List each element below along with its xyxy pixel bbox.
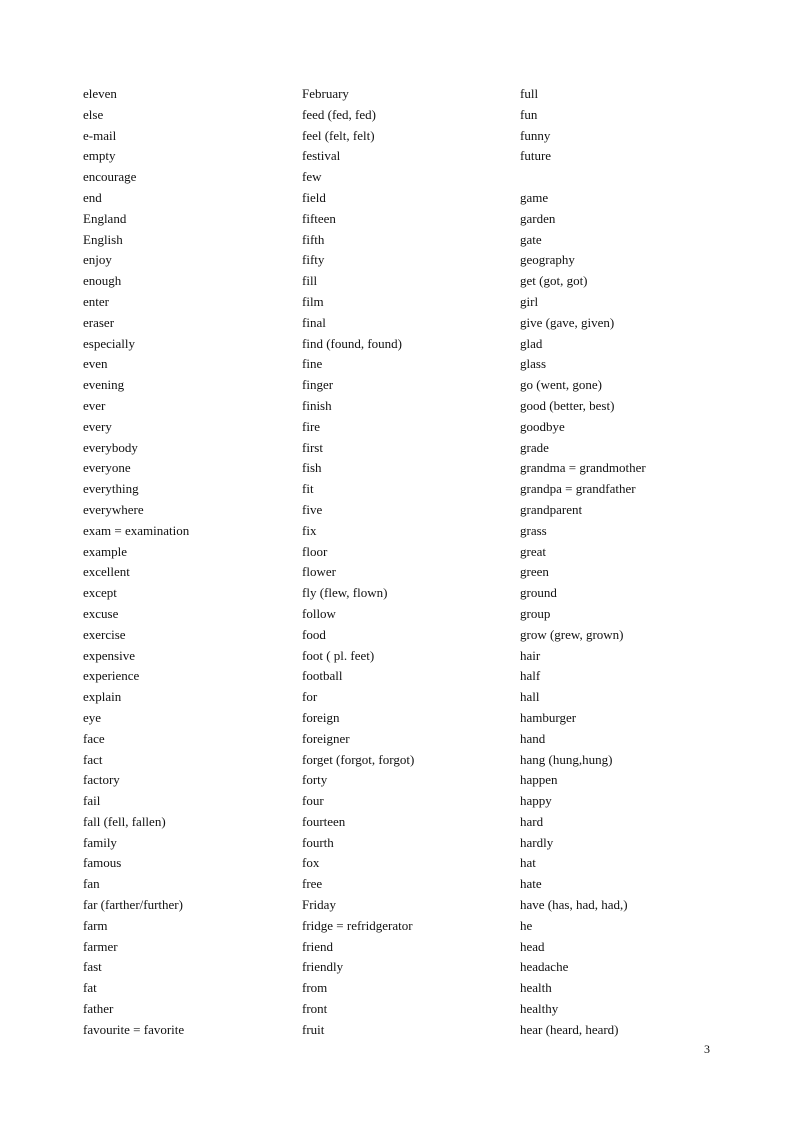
word-entry: hall bbox=[520, 689, 540, 705]
word-column-3 bbox=[520, 84, 646, 1041]
word-entry: father bbox=[83, 1001, 114, 1017]
word-entry: he bbox=[520, 917, 533, 933]
word-entry: favourite = favorite bbox=[83, 1021, 185, 1037]
word-entry: from bbox=[302, 980, 328, 996]
word-entry: hardly bbox=[520, 834, 554, 850]
word-entry: fridge = refridgerator bbox=[302, 917, 413, 933]
word-entry: full bbox=[520, 86, 539, 101]
word-entry: garden bbox=[520, 210, 556, 226]
word-entry: farm bbox=[83, 917, 108, 933]
word-entry: fit bbox=[302, 481, 314, 497]
word-entry: happen bbox=[520, 772, 558, 788]
word-entry: group bbox=[520, 605, 551, 621]
word-entry: feel (felt, felt) bbox=[302, 127, 375, 143]
word-entry: gate bbox=[520, 231, 542, 247]
word-entry: four bbox=[302, 793, 324, 809]
word-entry: geography bbox=[520, 252, 575, 268]
word-entry: front bbox=[302, 1001, 328, 1017]
word-entry: football bbox=[302, 668, 343, 684]
word-entry: fast bbox=[83, 959, 102, 975]
word-entry: finger bbox=[302, 377, 334, 393]
word-entry: fly (flew, flown) bbox=[302, 585, 388, 601]
word-entry: hear (heard, heard) bbox=[520, 1021, 619, 1037]
word-entry: flower bbox=[302, 564, 336, 580]
word-entry: fifty bbox=[302, 252, 325, 268]
word-entry: eleven bbox=[83, 86, 117, 101]
word-entry: empty bbox=[83, 148, 116, 164]
word-entry: evening bbox=[83, 377, 125, 393]
word-entry: England bbox=[83, 210, 127, 226]
word-entry: good (better, best) bbox=[520, 397, 615, 413]
word-entry: green bbox=[520, 564, 549, 580]
word-entry: grass bbox=[520, 522, 547, 538]
word-entry: farmer bbox=[83, 938, 118, 954]
word-entry: foot ( pl. feet) bbox=[302, 647, 375, 663]
word-entry: healthy bbox=[520, 1001, 559, 1017]
word-entry: far (farther/further) bbox=[83, 897, 183, 913]
word-entry: English bbox=[83, 231, 123, 247]
word-entry: ever bbox=[83, 397, 106, 413]
word-entry: fact bbox=[83, 751, 103, 767]
word-entry: except bbox=[83, 585, 117, 601]
word-entry: foreigner bbox=[302, 730, 350, 746]
word-entry: fourth bbox=[302, 834, 334, 850]
word-entry: grade bbox=[520, 439, 549, 455]
word-entry: even bbox=[83, 356, 108, 372]
word-entry: fox bbox=[302, 855, 320, 871]
word-entry: especially bbox=[83, 335, 135, 351]
word-entry: give (gave, given) bbox=[520, 314, 615, 330]
word-entry: exercise bbox=[83, 626, 126, 642]
word-entry: have (has, had, had,) bbox=[520, 897, 628, 913]
word-entry: fix bbox=[302, 522, 317, 538]
word-entry: e-mail bbox=[83, 127, 117, 143]
word-entry: fruit bbox=[302, 1021, 325, 1037]
word-entry: hamburger bbox=[520, 709, 577, 725]
word-entry: grandma = grandmother bbox=[520, 460, 646, 476]
word-entry: forget (forgot, forgot) bbox=[302, 751, 415, 767]
word-entry: encourage bbox=[83, 169, 137, 185]
word-entry: enter bbox=[83, 293, 109, 309]
word-entry: fall (fell, fallen) bbox=[83, 813, 166, 829]
word-entry: fourteen bbox=[302, 813, 346, 829]
word-entry: half bbox=[520, 668, 541, 684]
word-entry: hair bbox=[520, 647, 541, 663]
word-entry: festival bbox=[302, 148, 341, 164]
word-entry: end bbox=[83, 189, 102, 205]
word-entry: final bbox=[302, 314, 326, 330]
word-column-1 bbox=[83, 84, 189, 1041]
word-entry: health bbox=[520, 980, 552, 996]
word-entry: Friday bbox=[302, 897, 336, 913]
word-entry: experience bbox=[83, 668, 140, 684]
word-entry: hang (hung,hung) bbox=[520, 751, 613, 767]
word-entry: free bbox=[302, 876, 323, 892]
word-entry: fill bbox=[302, 273, 318, 289]
word-entry: everyone bbox=[83, 460, 131, 476]
word-entry: expensive bbox=[83, 647, 135, 663]
word-entry: goodbye bbox=[520, 418, 565, 434]
word-entry: foreign bbox=[302, 709, 340, 725]
word-entry: fail bbox=[83, 793, 101, 809]
word-entry: every bbox=[83, 418, 112, 434]
word-entry: friend bbox=[302, 938, 334, 954]
word-entry: everybody bbox=[83, 439, 138, 455]
word-entry: hat bbox=[520, 855, 536, 871]
word-entry: finish bbox=[302, 397, 332, 413]
word-entry: exam = examination bbox=[83, 522, 190, 538]
word-entry: enough bbox=[83, 273, 122, 289]
word-entry: head bbox=[520, 938, 545, 954]
word-entry: follow bbox=[302, 605, 336, 621]
word-entry: floor bbox=[302, 543, 328, 559]
word-entry: fat bbox=[83, 980, 97, 996]
word-entry: eraser bbox=[83, 314, 115, 330]
word-entry: factory bbox=[83, 772, 120, 788]
word-entry: hate bbox=[520, 876, 542, 892]
word-entry: fish bbox=[302, 460, 322, 476]
word-entry: few bbox=[302, 169, 322, 185]
word-column-2 bbox=[302, 84, 414, 1041]
word-entry: future bbox=[520, 148, 552, 164]
word-entry: funny bbox=[520, 127, 551, 143]
word-entry: feed (fed, fed) bbox=[302, 106, 376, 122]
word-entry: everything bbox=[83, 481, 139, 497]
word-entry: grow (grew, grown) bbox=[520, 626, 624, 642]
word-entry bbox=[520, 167, 646, 188]
word-entry: face bbox=[83, 730, 105, 746]
word-entry: fan bbox=[83, 876, 100, 892]
word-entry: film bbox=[302, 293, 324, 309]
word-entry: fifteen bbox=[302, 210, 336, 226]
word-entry: for bbox=[302, 689, 318, 705]
word-entry: grandparent bbox=[520, 501, 583, 517]
word-entry: food bbox=[302, 626, 326, 642]
word-entry: go (went, gone) bbox=[520, 377, 602, 393]
word-entry: game bbox=[520, 189, 549, 205]
word-entry: hard bbox=[520, 813, 544, 829]
word-entry: hand bbox=[520, 730, 546, 746]
word-entry: friendly bbox=[302, 959, 344, 975]
word-entry: girl bbox=[520, 293, 539, 309]
word-entry: glass bbox=[520, 356, 546, 372]
word-entry: example bbox=[83, 543, 128, 559]
word-entry: famous bbox=[83, 855, 122, 871]
word-entry: fun bbox=[520, 106, 538, 122]
word-entry: fire bbox=[302, 418, 321, 434]
word-entry: five bbox=[302, 501, 323, 517]
word-entry: eye bbox=[83, 709, 102, 725]
word-entry: February bbox=[302, 86, 349, 101]
word-entry: forty bbox=[302, 772, 328, 788]
word-entry: excuse bbox=[83, 605, 119, 621]
word-entry: fine bbox=[302, 356, 323, 372]
word-entry: else bbox=[83, 106, 104, 122]
word-entry: first bbox=[302, 439, 323, 455]
word-entry: get (got, got) bbox=[520, 273, 588, 289]
word-entry: glad bbox=[520, 335, 543, 351]
word-entry: happy bbox=[520, 793, 552, 809]
word-entry: headache bbox=[520, 959, 569, 975]
word-entry: ground bbox=[520, 585, 557, 601]
word-entry: field bbox=[302, 189, 326, 205]
word-entry: find (found, found) bbox=[302, 335, 403, 351]
word-entry: excellent bbox=[83, 564, 130, 580]
word-entry: explain bbox=[83, 689, 122, 705]
page-number: 3 bbox=[704, 1042, 710, 1056]
word-entry: family bbox=[83, 834, 117, 850]
word-entry: grandpa = grandfather bbox=[520, 481, 636, 497]
word-entry: enjoy bbox=[83, 252, 112, 268]
word-entry: great bbox=[520, 543, 546, 559]
word-entry: fifth bbox=[302, 231, 325, 247]
word-entry: everywhere bbox=[83, 501, 144, 517]
